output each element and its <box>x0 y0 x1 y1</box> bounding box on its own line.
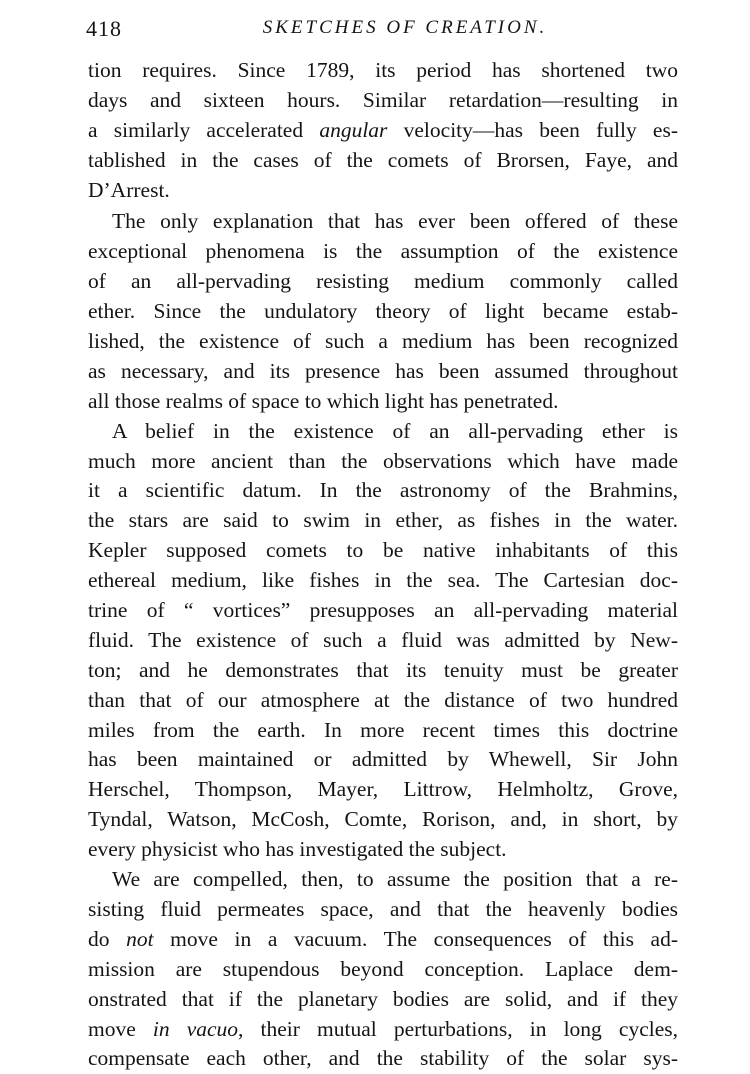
text-line: miles from the earth. In more recent times this doctrine <box>88 717 678 742</box>
text-line: Kepler supposed comets to be native inhabitants of this <box>88 538 678 563</box>
text-line: days and sixteen hours. Similar retardation—resulting in <box>88 87 678 112</box>
body-text <box>88 56 678 1074</box>
text-line: ethereal medium, like fishes in the sea. The Cartesian doc- <box>88 568 678 593</box>
text-line: We are compelled, then, to assume the position that a re- <box>112 867 678 892</box>
italic-word: not <box>126 926 154 951</box>
italic-word: angular <box>319 117 388 142</box>
text-line: every physicist who has investigated the subject. <box>88 837 507 862</box>
text-line: A belief in the existence of an all-pervading ether is <box>112 418 678 443</box>
running-head <box>86 16 680 46</box>
text-line: do not move in a vacuum. The consequences of this ad- <box>88 926 678 951</box>
text-line: tion requires. Since 1789, its period has shortened two <box>88 58 678 82</box>
text-line: compensate each other, and the stability of the solar sys- <box>88 1046 678 1071</box>
text-line: ether. Since the undulatory theory of light became estab- <box>88 299 678 324</box>
text-line: D’Arrest. <box>88 177 170 202</box>
page-number: 418 <box>86 16 122 41</box>
text-line: it a scientific datum. In the astronomy of the Brahmins, <box>88 478 678 503</box>
text-line: sisting fluid permeates space, and that the heavenly bodies <box>88 896 678 921</box>
text-line: mission are stupendous beyond conception. Laplace dem- <box>88 956 678 981</box>
text-line: exceptional phenomena is the assumption of the existence <box>88 239 678 264</box>
text-line: onstrated that if the planetary bodies are solid, and if they <box>88 986 678 1011</box>
text-line: of an all-pervading resisting medium commonly called <box>88 269 678 294</box>
text-line: than that of our atmosphere at the distance of two hundred <box>88 687 678 712</box>
text-line: much more ancient than the observations which have made <box>88 448 678 473</box>
text-line: ton; and he demonstrates that its tenuity must be greater <box>88 657 678 682</box>
text-line: trine of “ vortices” presupposes an all-pervading material <box>88 598 678 623</box>
running-title: SKETCHES OF CREATION. <box>262 17 548 38</box>
italic-word: in vacuo <box>152 1016 239 1041</box>
text-line: Tyndal, Watson, McCosh, Comte, Rorison, and, in short, by <box>88 807 678 832</box>
text-line: fluid. The existence of such a fluid was admitted by New- <box>88 627 678 652</box>
text-line: The only explanation that has ever been offered of these <box>112 209 678 234</box>
text-line: move in vacuo, their mutual perturbations, in long cycles, <box>88 1016 678 1041</box>
text-line: lished, the existence of such a medium has been recognized <box>88 329 678 354</box>
text-line: all those realms of space to which light has penetrated. <box>88 388 559 413</box>
text-line: has been maintained or admitted by Whewell, Sir John <box>88 747 678 772</box>
text-line: as necessary, and its presence has been assumed throughout <box>88 358 678 383</box>
text-line: a similarly accelerated angular velocity—has been fully es- <box>88 117 678 142</box>
text-line: tablished in the cases of the comets of Brorsen, Faye, and <box>88 147 678 172</box>
text-line: Herschel, Thompson, Mayer, Littrow, Helmholtz, Grove, <box>88 777 678 802</box>
text-line: the stars are said to swim in ether, as fishes in the water. <box>88 508 678 533</box>
